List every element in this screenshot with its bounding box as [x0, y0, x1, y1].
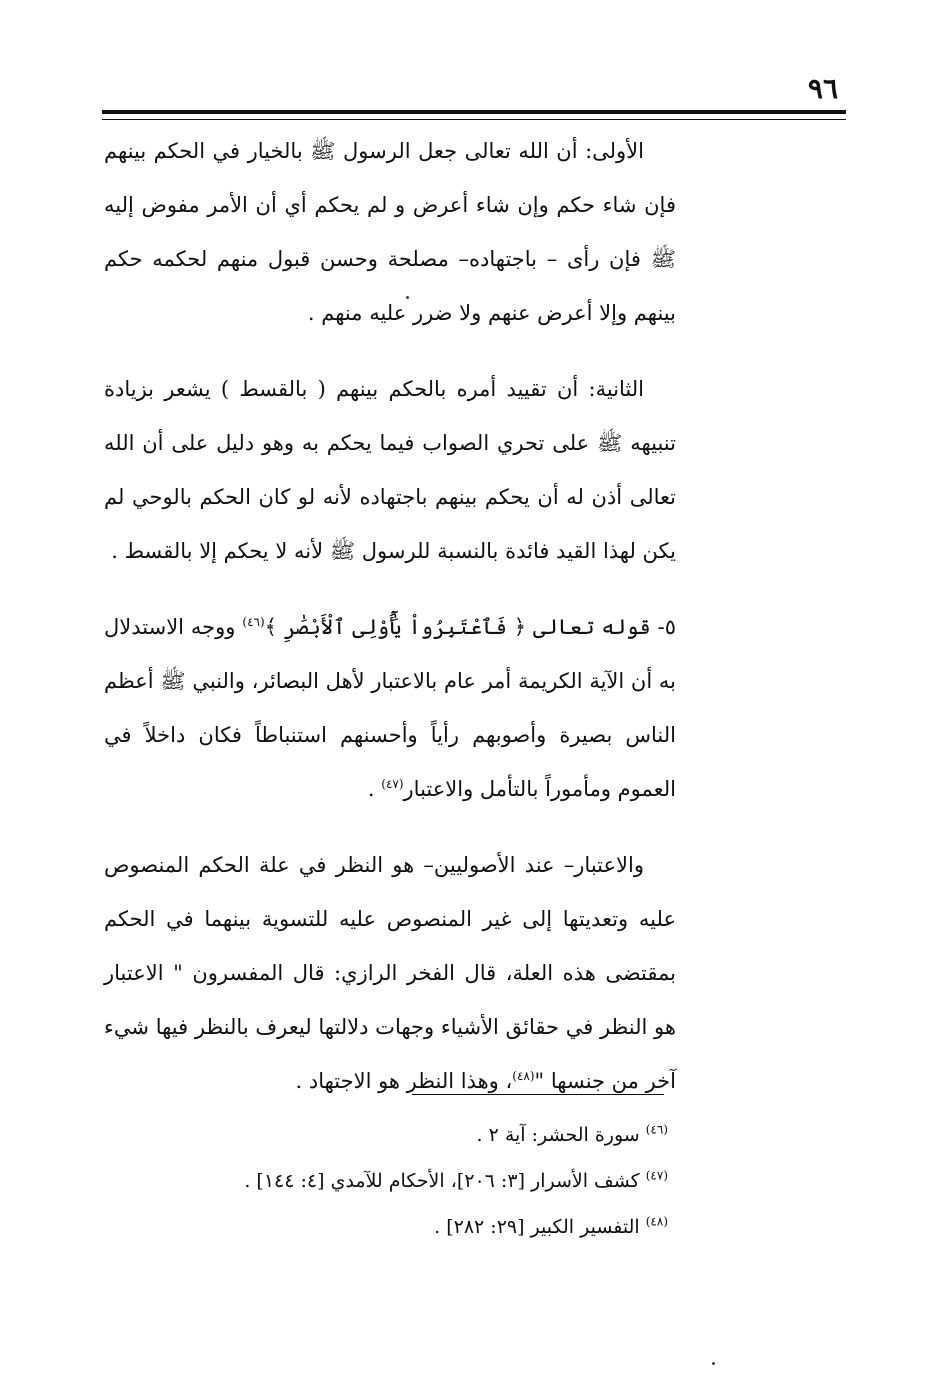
paragraph-first-point [104, 124, 676, 340]
body-text [104, 124, 676, 1108]
footnote-number: (٤٦) [645, 1122, 668, 1137]
scan-speck [406, 296, 409, 299]
paragraph-second-point [104, 362, 676, 578]
footnote-ref: (٤٦) [242, 615, 265, 629]
paragraph-definition [104, 838, 676, 1108]
header-rule-thick [102, 110, 846, 114]
footnote-number: (٤٨) [645, 1214, 668, 1229]
page-number: ٩٦ [807, 72, 838, 105]
footnote-number: (٤٧) [645, 1168, 668, 1183]
paragraph-point-five [104, 600, 676, 816]
paragraph-text: ووجه الاستدلال به أن الآية الكريمة أمر عام بالاعتبار لأهل البصائر، والنبي ﷺ أعظم الناس بصيرة وأصوبهم رأياً وأحسنهم استنباطاً فكان داخلاً في العموم ومأموراً بالتأمل والاعتبار [104, 615, 676, 801]
footnote-text: التفسير الكبير [٢٩: ٢٨٢] . [434, 1216, 646, 1238]
footnote-ref: (٤٧) [381, 777, 404, 791]
footnote-ref: (٤٨) [512, 1069, 535, 1083]
footnotes [104, 1112, 668, 1250]
paragraph-text: والاعتبار– عند الأصوليين– هو النظر في علة الحكم المنصوص عليه وتعديتها إلى غير المنصوص عليه للتسوية بينهما في الحكم بمقتضى هذه العلة، قال الفخر الرازي: قال المفسرون " الاعتبار هو النظر في حقائق الأشياء وجهات دلالتها ليعرف بالنظر فيها شيء آخر من جنسها " [104, 853, 676, 1093]
paragraph-text: الثانية: أن تقييد أمره بالحكم بينهم ( بالقسط ) يشعر بزيادة تنبيهه ﷺ على تحري الصواب فيما يحكم به وهو دليل على أن الله تعالى أذن له أن يحكم بينهم باجتهاده لأنه لو كان الحكم بالوحي لم يكن لهذا القيد فائدة بالنسبة للرسول ﷺ لأنه لا يحكم إلا بالقسط . [104, 377, 676, 563]
footnote-text: سورة الحشر: آية ٢ . [476, 1124, 646, 1146]
footnote-item [104, 1112, 668, 1158]
footnote-separator [412, 1094, 664, 1095]
paragraph-text: ، وهذا النظر هو الاجتهاد . [295, 1069, 513, 1093]
paragraph-text: . [367, 777, 382, 801]
header-rule-thin [102, 119, 846, 120]
footnote-text: كشف الأسرار [٣: ٢٠٦]، الأحكام للآمدي [٤: ١٤٤] . [244, 1170, 646, 1192]
footnote-item [104, 1204, 668, 1250]
paragraph-text: ٥- قوله تعالى ﴿ فَٱعْتَبِرُواْ يَٰٓأُوْلِى ٱلْأَبْصَٰرِ ﴾ [264, 615, 677, 639]
scan-speck [712, 1362, 715, 1365]
paragraph-text: الأولى: أن الله تعالى جعل الرسول ﷺ بالخيار في الحكم بينهم فإن شاء حكم وإن شاء أعرض و لم يحكم أي أن الأمر مفوض إليه ﷺ فإن رأى – باجتهاده– مصلحة وحسن قبول منهم لحكمه حكم بينهم وإلا أعرض عنهم ولا ضرر عليه منهم . [104, 139, 676, 325]
footnote-item [104, 1158, 668, 1204]
